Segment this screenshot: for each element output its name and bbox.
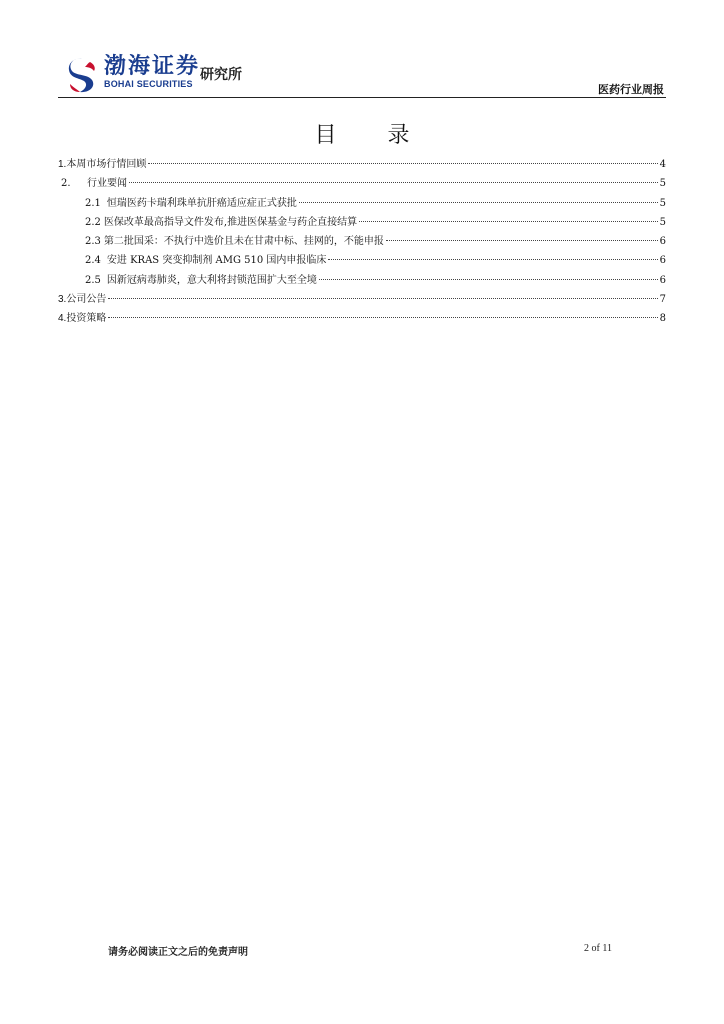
toc-entry-label: 公司公告 (66, 294, 107, 306)
page-header (58, 50, 666, 96)
toc-entry-page: 5 (659, 178, 666, 190)
toc-leader-dots (129, 182, 658, 183)
header-divider (58, 97, 666, 98)
toc-entry-label: 第二批国采：不执行中选价且未在甘肃中标、挂网的，不能申报 (103, 236, 384, 248)
toc-entry-page: 4 (659, 159, 666, 170)
toc-entry-1[interactable] (58, 155, 666, 174)
toc-entry-page: 8 (659, 313, 666, 325)
toc-entry-number: 3. (58, 294, 67, 306)
footer-disclaimer: 请务必阅读正文之后的免责声明 (108, 947, 248, 958)
toc-entry-number: 2.2 (85, 216, 101, 228)
toc-title: 目 录 (314, 123, 432, 148)
brand-name-en: BOHAI SECURITIES (104, 79, 193, 89)
toc-entry-page: 6 (659, 236, 666, 248)
toc-entry-page: 6 (659, 274, 666, 286)
toc-leader-dots (328, 259, 657, 260)
footer-page-number: 2 of 11 (584, 943, 612, 954)
toc-entry-label: 医保改革最高指导文件发布,推进医保基金与药企直接结算 (103, 216, 358, 228)
toc-leader-dots (108, 298, 657, 299)
toc-entry-label: 因新冠病毒肺炎，意大利将封锁范围扩大至全境 (106, 274, 317, 286)
toc-entry-page: 5 (659, 216, 666, 228)
toc-entry-label: 投资策略 (66, 313, 107, 325)
toc-entry-number: 2.4 (85, 255, 101, 267)
toc-entry-label: 行业要闻 (87, 178, 127, 190)
toc-leader-dots (386, 240, 658, 241)
toc-leader-dots (148, 163, 657, 164)
toc-entry-label: 本周市场行情回顾 (66, 159, 147, 170)
toc-entry-2-5[interactable] (58, 271, 666, 290)
toc-leader-dots (359, 221, 658, 222)
toc-entry-2-1[interactable] (58, 194, 666, 213)
toc-entry-2-4[interactable] (58, 251, 666, 270)
toc-entry-2-3[interactable] (58, 232, 666, 251)
toc-leader-dots (108, 317, 657, 318)
toc-leader-dots (299, 202, 658, 203)
toc-entry-number: 2.5 (85, 274, 101, 286)
toc-entry-page: 6 (659, 255, 666, 267)
brand-subtitle: 研究所 (200, 67, 242, 83)
toc-entry-2[interactable] (58, 174, 666, 193)
report-type: 医药行业周报 (598, 83, 664, 96)
toc-entry-2-2[interactable] (58, 213, 666, 232)
toc-entry-page: 7 (659, 294, 666, 306)
bohai-logo-icon (66, 56, 98, 94)
toc-entry-4[interactable] (58, 309, 666, 328)
toc-entry-number: 4. (58, 313, 67, 325)
toc-entry-number: 1. (58, 159, 67, 170)
toc-entry-number: 2.1 (85, 197, 101, 209)
brand-name-cn: 渤海证券 (104, 53, 201, 79)
toc-entry-3[interactable] (58, 290, 666, 309)
toc-entry-label: 恒瑞医药卡瑞利珠单抗肝癌适应症正式获批 (106, 197, 297, 209)
table-of-contents (58, 155, 666, 329)
toc-entry-number: 2.3 (85, 236, 101, 248)
toc-entry-label: 安进 KRAS 突变抑制剂 AMG 510 国内申报临床 (106, 255, 327, 267)
toc-entry-number: 2. (61, 178, 71, 190)
toc-entry-page: 5 (659, 197, 666, 209)
toc-leader-dots (319, 279, 658, 280)
